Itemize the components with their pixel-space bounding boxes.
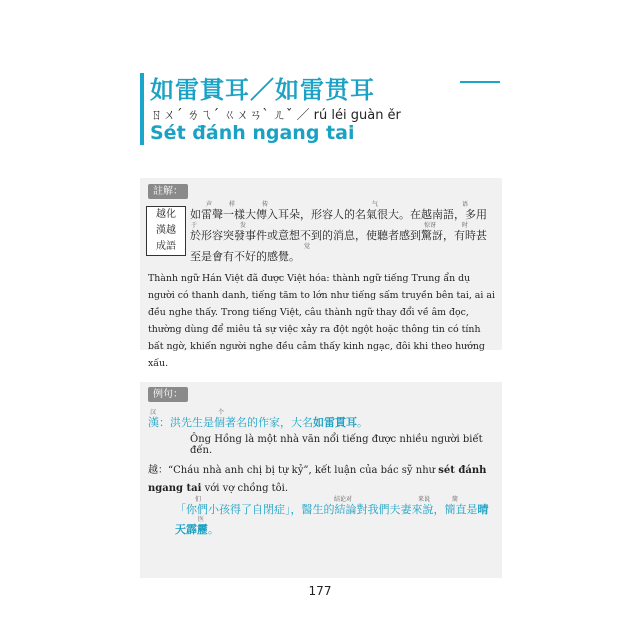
simplified-annotation: 传 [262,201,269,208]
simplified-annotation: 气 [372,201,379,208]
simplified-annotation: 医 [198,516,205,523]
title-accent-bar [140,73,144,145]
category-line: 成語 [156,241,176,252]
simplified-annotation: 们 [195,496,202,503]
example-viet-chinese-end: 。 [208,523,219,536]
example-han-translation: Ông Hồng là một nhà văn nổi tiếng được nhiều người biết đến. [190,434,483,456]
simplified-annotation: 样 [229,201,236,208]
note-chinese-line: 至是會有不好的感覺。 [190,250,300,263]
simplified-annotation: 时 [462,222,469,229]
example-viet-label: 越： [148,465,168,476]
example-viet-idiom: sét đánh ngang tai [148,465,487,494]
example-viet-end: với vợ chồng tôi. [201,483,289,494]
simplified-annotation: 个 [218,409,225,416]
header-rule [460,81,500,83]
category-line: 漢越 [156,225,176,236]
simplified-annotation: 声 [206,201,213,208]
simplified-annotation: 于 [191,222,198,229]
example-han-idiom: 如雷貫耳 [313,416,357,429]
category-line: 越化 [156,209,176,220]
simplified-annotation: 发 [240,222,247,229]
idiom-pronunciation: ㄖㄨˊ ㄌㄟˊ ㄍㄨㄢˋ ㄦˇ ／ rú léi guàn ěr [150,108,401,123]
simplified-annotation: 觉 [304,243,311,250]
example-viet-sentence [148,462,498,498]
example-han-text: 洪先生是個著名的作家，大名 [170,416,313,429]
example-viet-chinese [175,500,495,540]
example-viet-chinese-idiom: 晴天霹靂 [175,503,489,536]
example-han-label: 漢： [148,416,170,429]
example-viet-text: “Cháu nhà anh chị bị tự kỷ”, kết luận của bác sỹ như [168,465,439,476]
simplified-annotation: 简 [452,496,459,503]
category-box [146,206,186,256]
simplified-annotation: 惊讶 [424,222,437,229]
idiom-title-vietnamese: Sét đánh ngang tai [150,122,355,144]
page-number: 177 [308,584,332,598]
note-tag: 註解： [148,184,188,199]
example-viet-chinese-text: 「你們小孩得了自閉症」，醫生的結論對我們夫妻來說，簡直是 [175,503,478,516]
note-chinese-line: 於形容突發事件或意想不到的消息，使聽者感到驚訝，有時甚 [190,229,487,242]
simplified-annotation: 汉 [150,409,157,416]
example-han-sentence [148,414,498,430]
examples-tag: 例句： [148,387,188,402]
idiom-title-chinese: 如雷貫耳／如雷贯耳 [150,76,375,104]
note-chinese-text [190,204,495,267]
simplified-annotation: 语 [462,201,469,208]
simplified-annotation: 结论对 [334,496,353,503]
note-vietnamese-text: Thành ngữ Hán Việt đã được Việt hóa: thành ngữ tiếng Trung ẩn dụ người có thanh danh, tiếng tăm to lớn như tiếng sấm truyền bên tai, ai ai đều nghe thấy. Trong tiếng Việt, câu thành ngữ thay đổi về âm đọc, thường dùng để miêu tả sự việc xảy ra đột ngột hoặc thông tin có tính bất ngờ, khiến người nghe đều cảm thấy kinh ngạc, đôi khi theo hướng xấu. [148,273,495,369]
example-han-end: 。 [357,416,368,429]
simplified-annotation: 来说 [418,496,431,503]
note-chinese-line: 如雷聲一樣大傳入耳朵，形容人的名氣很大。在越南語，多用 [190,208,487,221]
